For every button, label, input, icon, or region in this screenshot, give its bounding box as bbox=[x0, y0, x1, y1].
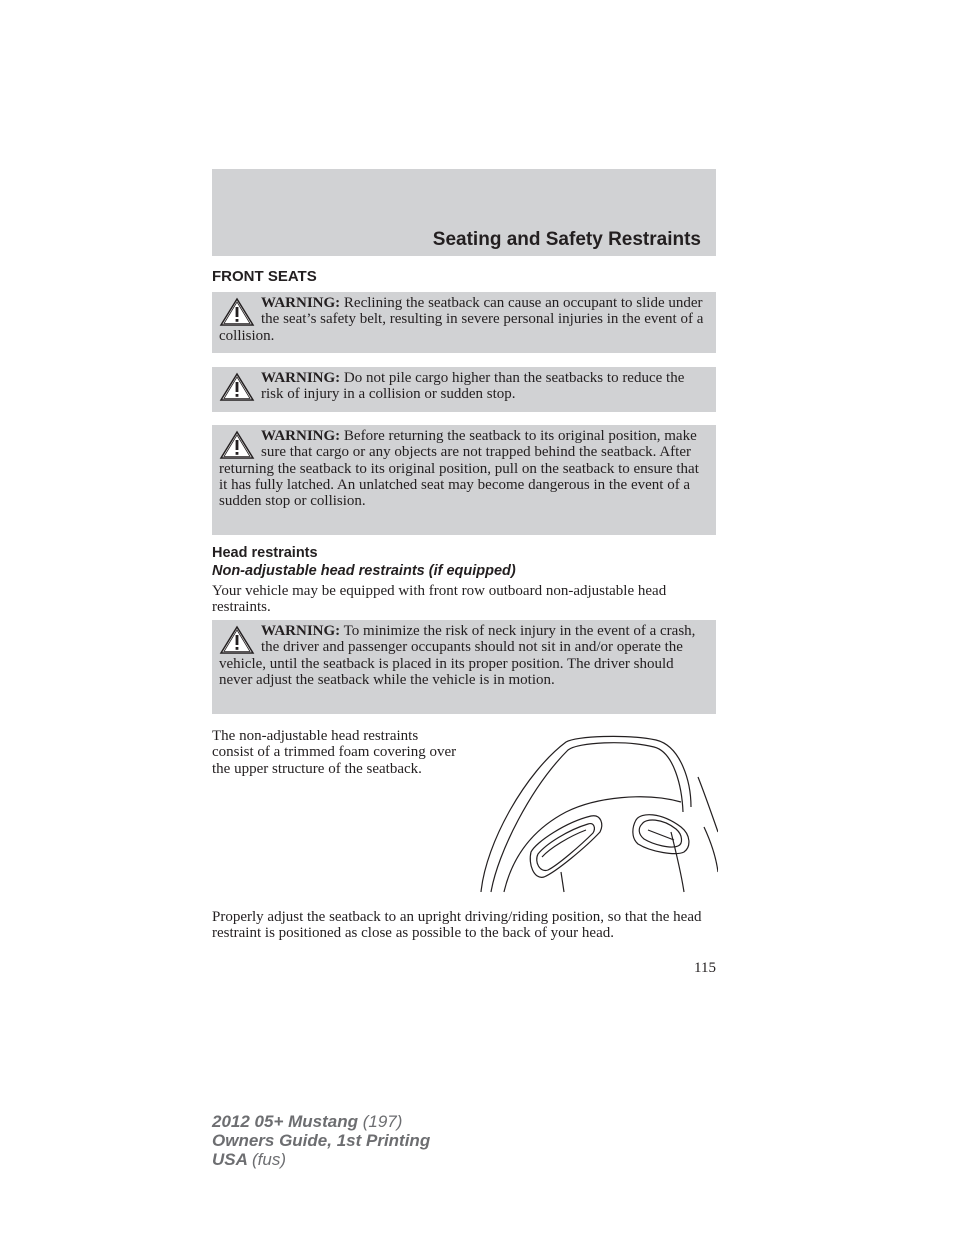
warning-text: Before returning the seatback to its original position, make sure that cargo or any objects are not trapped behind the seatback. After returning the seatback to its original position, pull on the seatback to ensure that it has fully latched. An unlatched seat may become dangerous in the event of a sudden stop or collision. bbox=[219, 428, 699, 510]
section-title: FRONT SEATS bbox=[212, 268, 317, 285]
footer-market-code: (fus) bbox=[252, 1150, 286, 1169]
document-footer bbox=[212, 1112, 430, 1169]
page-number: 115 bbox=[694, 960, 716, 976]
warning-label: WARNING: bbox=[261, 370, 341, 386]
head-restraints-intro: Your vehicle may be equipped with front row outboard non-adjustable head restraints. bbox=[212, 583, 667, 616]
chapter-title: Seating and Safety Restraints bbox=[432, 229, 701, 250]
warning-triangle-icon bbox=[219, 625, 255, 655]
footer-model: 2012 05+ Mustang bbox=[212, 1112, 358, 1131]
warning-label: WARNING: bbox=[261, 623, 341, 639]
warning-label: WARNING: bbox=[261, 295, 341, 311]
seatback-adjust-paragraph: Properly adjust the seatback to an upright driving/riding position, so that the head restraint is positioned as close as possible to the back of your head. bbox=[212, 909, 702, 942]
head-restraints-subtitle: Non-adjustable head restraints (if equipped) bbox=[212, 563, 516, 579]
head-restraints-description: The non-adjustable head restraints consist of a trimmed foam covering over the upper structure of the seatback. bbox=[212, 728, 457, 777]
warning-text: To minimize the risk of neck injury in the event of a crash, the driver and passenger occupants should not sit in and/or operate the vehicle, until the seatback is placed in its proper position. The driver should never adjust the seatback while the vehicle is in motion. bbox=[219, 623, 696, 688]
seatback-head-restraint-illustration bbox=[476, 732, 718, 894]
footer-edition: Owners Guide, 1st Printing bbox=[212, 1131, 431, 1150]
warning-box-2 bbox=[212, 367, 716, 412]
footer-market: USA bbox=[212, 1150, 248, 1169]
warning-box-3 bbox=[212, 425, 716, 535]
warning-label: WARNING: bbox=[261, 428, 341, 444]
warning-triangle-icon bbox=[219, 430, 255, 460]
footer-model-code: (197) bbox=[362, 1112, 403, 1131]
warning-triangle-icon bbox=[219, 372, 255, 402]
chapter-header-band bbox=[212, 169, 716, 256]
warning-triangle-icon bbox=[219, 297, 255, 327]
head-restraints-title: Head restraints bbox=[212, 545, 318, 561]
warning-box-4 bbox=[212, 620, 716, 714]
warning-box-1 bbox=[212, 292, 716, 353]
warning-text: Reclining the seatback can cause an occupant to slide under the seat’s safety belt, resulting in severe personal injuries in the event of a collision. bbox=[219, 295, 704, 344]
warning-text: Do not pile cargo higher than the seatbacks to reduce the risk of injury in a collision or sudden stop. bbox=[261, 370, 685, 403]
